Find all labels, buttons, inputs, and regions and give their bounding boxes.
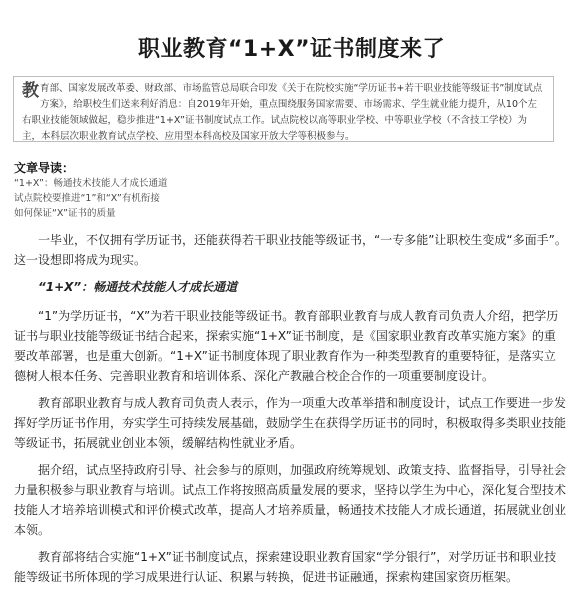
section-subheading: “1+X”：畅通技术技能人才成长通道 <box>38 280 238 294</box>
guide-item: 试点院校要推进“1”和“X”有机衔接 <box>14 193 160 204</box>
abstract-dropcap: 教 <box>22 81 39 101</box>
abstract-box <box>13 76 554 142</box>
body-paragraph: 据介绍，试点坚持政府引导、社会参与的原则，加强政府统筹规划、政策支持、监督指导，引导社会力量积极参与职业教育与培训。试点工作将按照高质量发展的要求，坚持以学生为中心，深化复合型技术技能人才培养培训模式和评价模式改革，提高人才培养质量，畅通技术技能人才成长通道，拓展就业创业本领。 <box>14 463 567 537</box>
article-title: 职业教育“1+X”证书制度来了 <box>137 37 446 62</box>
guide-item: “1+X”：畅通技术技能人才成长通道 <box>14 178 168 189</box>
body-paragraph: 教育部职业教育与成人教育司负责人表示，作为一项重大改革举措和制度设计，试点工作要进一步发挥好学历证书作用，夯实学生可持续发展基础，鼓励学生在获得学历证书的同时，积极取得多类职业技能等级证书，拓展就业创业本领，缓解结构性就业矛盾。 <box>14 396 567 450</box>
body-paragraph: “1”为学历证书，“X”为若干职业技能等级证书。教育部职业教育与成人教育司负责人介绍，把学历证书与职业技能等级证书结合起来，探索实施“1+X”证书制度，是《国家职业教育改革实施方案》的重要改革部署，也是重大创新。“1+X”证书制度体现了职业教育作为一种类型教育的重要特征，是落实立德树人根本任务、完善职业教育和培训体系、深化产教融合校企合作的一项重要制度设计。 <box>14 309 559 383</box>
guide-heading: 文章导读： <box>14 161 75 175</box>
article-body <box>14 230 567 594</box>
body-paragraph: 教育部将结合实施“1+X”证书制度试点，探索建设职业教育国家“学分银行”，对学历证书和职业技能等级证书所体现的学习成果进行认证、积累与转换，促进书证融通，探索构建国家资历框架。 <box>14 550 557 584</box>
intro-paragraph: 一毕业，不仅拥有学历证书，还能获得若干职业技能等级证书，“一专多能”让职校生变成“多面手”。这一设想即将成为现实。 <box>14 233 567 267</box>
guide-list <box>14 176 167 221</box>
guide-item: 如何保证“X”证书的质量 <box>14 208 116 219</box>
abstract-text: 育部、国家发展改革委、财政部、市场监管总局联合印发《关于在院校实施“学历证书+若干职业技能等级证书”制度试点方案》，给职校生们送来利好消息：自2019年开始，重点围绕服务国家需要、市场需求、学生就业能力提升，从10个左右职业技能领域做起，稳步推进“1+X”证书制度试点工作。试点院校以高等职业学校、中等职业学校（不含技工学校）为主，本科层次职业教育试点学校、应用型本科高校及国家开放大学等积极参与。 <box>22 83 543 142</box>
